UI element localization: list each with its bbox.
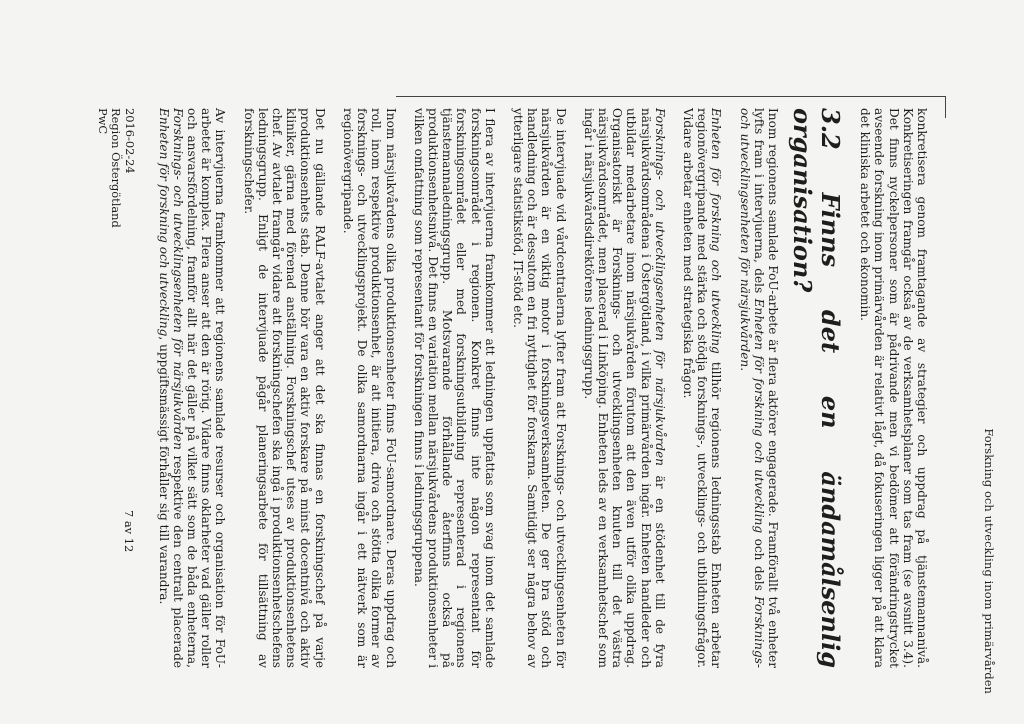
footer-block — [95, 108, 136, 228]
paragraph-1: Inom regionens samlade FoU-arbete är flera aktörer engagerade. Framförallt två enheter lyfts fram i intervjuerna, dels Enheten för forskning och utveckling och dels Forsknings- och utvecklingsenheten för närsjukvården. — [737, 108, 780, 668]
footer-date: 2016-02-24 — [123, 108, 137, 174]
paragraph-2: Enheten för forskning och utveckling tillhör regionens ledningsstab Enheten arbetar regionövergripande med stärka och stödja forsknings-, utvecklings- och utbildningsfrågor. Vidare arbetar enheten med strategiska frågor. — [680, 108, 724, 668]
paragraph-7: Det nu gällande RALF-avtalet anger att det ska finnas en forskningschef på varje produktionsenhets stab. Denne bör vara en aktiv forskare på minst docentnivå och aktiv kliniker, gärna med förenad anställning. Forskningschef utses av produktionsenhetens chef. Av avtalet framgår vidare att forskningschefen ska ingå i produktionsenhetschefens ledningsgrupp. Enligt de intervjuade pågår planeringsarbete för tillsättning av forskningschefer. — [241, 108, 327, 668]
paragraph-4: De intervjuade vid vårdcentralerna lyfter fram att Forsknings- och utvecklingsenheten för närsjukvården är en viktig motor i forskningsverksamheten. De ger bra stöd och handledning och är dessutom en fri nyttighet för forskarna. Samtidigt ser några behov av ytterligare statistikstöd, IT-stöd etc. — [510, 108, 568, 668]
paragraph-8: Av intervjuerna framkommer att regionens samlade resurser och organisation för FoU-arbetet är komplex. Flera anser att den är rörig. Vidare finns oklarheter vad gäller roller och ansvarsfördelning, framför allt när det gäller på vilket sätt som de båda enheterna, Forsknings- och utvecklingsenheten för närsjukvården respektive den centralt placerade Enheten för forskning och utveckling, uppgiftsmässigt förhåller sig till varandra. — [156, 108, 228, 668]
running-header: Forskning och utveckling inom primärvården — [982, 428, 996, 694]
footer-firm: PwC — [95, 108, 110, 135]
paragraph-6: Inom närsjukvårdens olika produktionsenheter finns FoU-samordnare. Deras uppdrag och roll, inom respektive produktionsenhet, är att initiera, driva och stötta olika former av forsknings- och utvecklingsprojekt. De olika samordnarna ingår i ett nätverk som är regionövergripande. — [340, 108, 398, 668]
page-number: 7 av 12 — [122, 510, 136, 553]
margin-rule — [396, 96, 946, 102]
body-text — [144, 108, 929, 668]
paragraph-3: Forsknings- och utvecklingsenheten för närsjukvården är en stödenhet till de fyra närsjukvårdsområdena i Östergötland, i vilka primärvården ingår. Enheten handleder och utbildar medarbetare inom närsjukvården förutom att den även utför olika uppdrag. Organisatoriskt är Forsknings- och utvecklingsenheten knuten till det västra närsjukvårdsområdet, men placerad i Linköping. Enheten leds av en verksamhetschef som ingår i närsjukvårdsdirektörens ledningsgrupp. — [581, 108, 667, 668]
intro-paragraph: konkretisera genom framtagande av strategier och uppdrag på tjänstemannanivå. Konkretiseringen framgår också av de verksamhetsplaner som tas fram (se avsnitt 3.4). Det finns nyckelpersoner som är pådrivande men vi bedömer att förändringstrycket avseende forskning inom primärvården är relativt lågt, då fokuseringen ligger på att klara det kliniska arbetet och ekonomin. — [858, 108, 929, 668]
footer-org: Region Östergötland — [109, 108, 124, 228]
section-heading: 3.2 Finns det en ändamålsenlig organisation? — [787, 108, 845, 668]
paragraph-5: I flera av intervjuerna framkommer att ledningen uppfattas som svag inom det samlade forskningsområdet i regionen. Konkret finns inte någon representant för forskningsområdet eller med forskningsutbildning representerad i regionens tjänstemannaledningsgrupp. Motsvarande förhållande återfinns också på produktionsenhetsnivå. Det finns en variation mellan närsjukvårdens produktionsenheter i vilken omfattning som representant för forskningen finns i ledningsgruppena. — [411, 108, 497, 668]
